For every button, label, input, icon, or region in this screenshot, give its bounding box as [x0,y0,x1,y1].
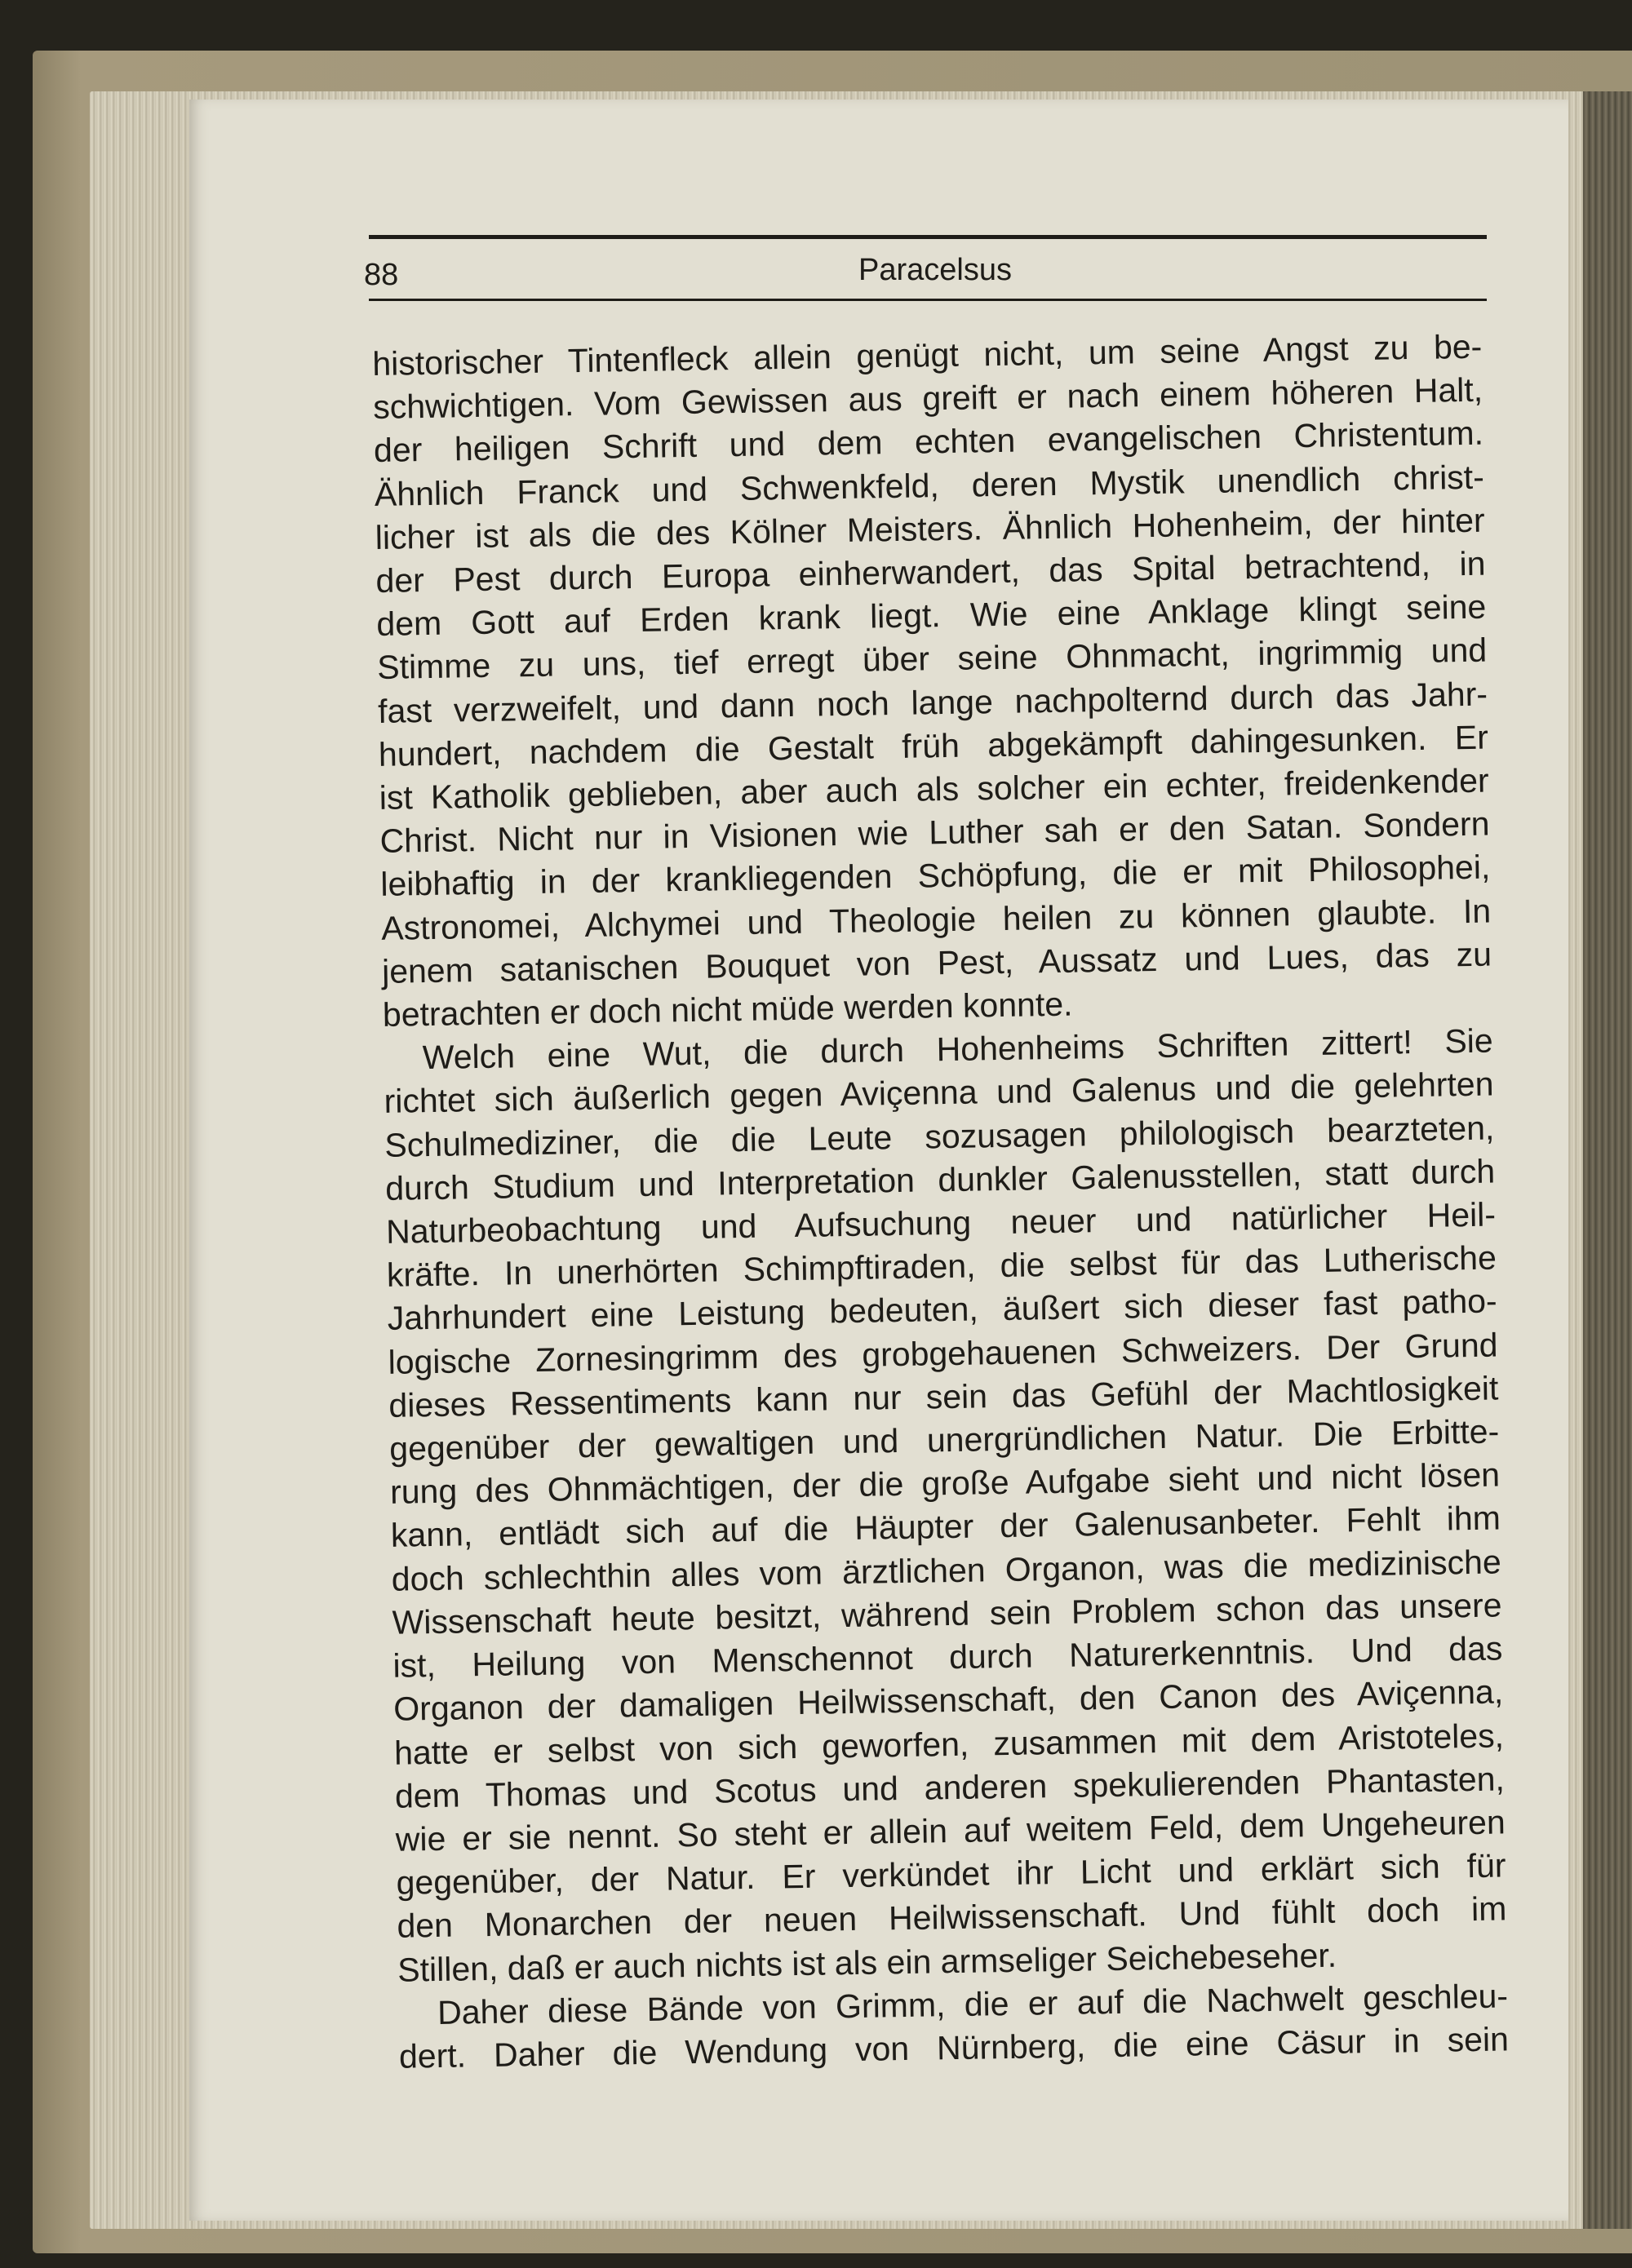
header-rule-bottom [369,299,1487,301]
text-line: durch Studium und Interpretation dunkler Galenusstellen, statt durch [384,1152,1496,1207]
text-line: dem Thomas und Scotus und anderen spekulierenden Phantasten, [394,1760,1506,1815]
text-line: den Monarchen der neuen Heilwissenschaft. Und fühlt doch im [397,1889,1507,1946]
text-line: hundert, nachdem die Gestalt früh abgekämpft dahingesunken. Er [378,718,1489,773]
text-line: Stimme zu uns, tief erregt über seine Ohnmacht, ingrimmig und [376,631,1488,687]
running-head: Paracelsus [858,253,1012,287]
text-line: rung des Ohnmächtigen, der die große Aufgabe sieht und nicht lösen [389,1455,1501,1512]
body-text [372,325,1541,2079]
text-line: fast verzweifelt, und dann noch lange nachpolternd durch das Jahr- [377,675,1488,730]
text-line: dieses Ressentiments kann nur sein das Gefühl der Machtlosigkeit [388,1369,1499,1424]
text-line: Jahrhundert eine Leistung bedeuten, äußert sich dieser fast patho- [387,1282,1497,1338]
text-line: der Pest durch Europa einherwandert, das Spital betrachtend, in [375,544,1486,600]
text-line: hatte er selbst von sich geworfen, zusammen mit dem Aristoteles, [393,1716,1505,1772]
text-line: Christ. Nicht nur in Visionen wie Luther sah er den Satan. Sondern [379,804,1490,861]
header-rule-top [369,235,1487,239]
text-line: leibhaftig in der krankliegenden Schöpfung, die er mit Philosophei, [380,848,1491,904]
text-line: richtet sich äußerlich gegen Aviçenna und Galenus und die gelehrten [384,1065,1494,1121]
text-line-paragraph-end: betrachten er doch nicht müde werden konnte. [382,985,1073,1034]
text-line: ist, Heilung von Menschennot durch Naturerkenntnis. Und das [392,1629,1503,1685]
text-line: doch schlechthin alles vom ärztlichen Organon, was die medizinische [391,1543,1502,1598]
text-line: Ähnlich Franck und Schwenkfeld, deren Mystik unendlich christ- [374,458,1485,513]
text-line-paragraph-end: Stillen, daß er auch nichts ist als ein armseliger Seichebeseher. [397,1936,1337,1989]
text-line: der heiligen Schrift und dem echten evangelischen Christentum. [373,414,1484,470]
text-line-paragraph-start: Welch eine Wut, die durch Hohenheims Schriften zittert! Sie [422,1021,1493,1077]
page-number: 88 [364,258,399,292]
text-line: Schulmediziner, die die Leute sozusagen philologisch bearzteten, [384,1109,1495,1164]
text-line: gegenüber der gewaltigen und unergründlichen Natur. Die Erbitte- [388,1412,1500,1468]
text-line: ist Katholik geblieben, aber auch als solcher ein echter, freidenkender [379,761,1489,817]
text-line: licher ist als die des Kölner Meisters. Ähnlich Hohenheim, der hinter [375,501,1485,556]
text-line: Astronomei, Alchymei und Theologie heilen zu können glaubte. In [380,892,1492,947]
right-page-edges [1583,91,1632,2229]
text-line: Wissenschaft heute besitzt, während sein Problem schon das unsere [392,1586,1502,1641]
text-line-paragraph-start: Daher diese Bände von Grimm, die er auf die Nachwelt geschleu- [437,1977,1509,2031]
text-line: kann, entlädt sich auf die Häupter der Galenusanbeter. Fehlt ihm [390,1499,1501,1555]
text-line: jenem satanischen Bouquet von Pest, Aussatz und Lues, das zu [381,935,1492,990]
text-line: logische Zornesingrimm des grobgehauenen Schweizers. Der Grund [388,1326,1498,1381]
text-line: schwichtigen. Vom Gewissen aus greift er nach einem höheren Halt, [372,370,1483,427]
text-line: kräfte. In unerhörten Schimpftiraden, die selbst für das Lutherische [386,1238,1497,1295]
text-line: dert. Daher die Wendung von Nürnberg, die eine Cäsur in sein [398,2020,1510,2075]
text-line: Naturbeobachtung und Aufsuchung neuer und natürlicher Heil- [385,1195,1497,1251]
text-line: gegenüber, der Natur. Er verkündet ihr Licht und erklärt sich für [396,1846,1506,1902]
text-line: dem Gott auf Erden krank liegt. Wie eine Anklage klingt seine [376,587,1487,644]
text-line: historischer Tintenfleck allein genügt nicht, um seine Angst zu be- [372,327,1483,383]
text-line: Organon der damaligen Heilwissenschaft, den Canon des Aviçenna, [392,1672,1504,1729]
text-line: wie er sie nennt. So steht er allein auf weitem Feld, dem Ungeheuren [395,1803,1506,1858]
